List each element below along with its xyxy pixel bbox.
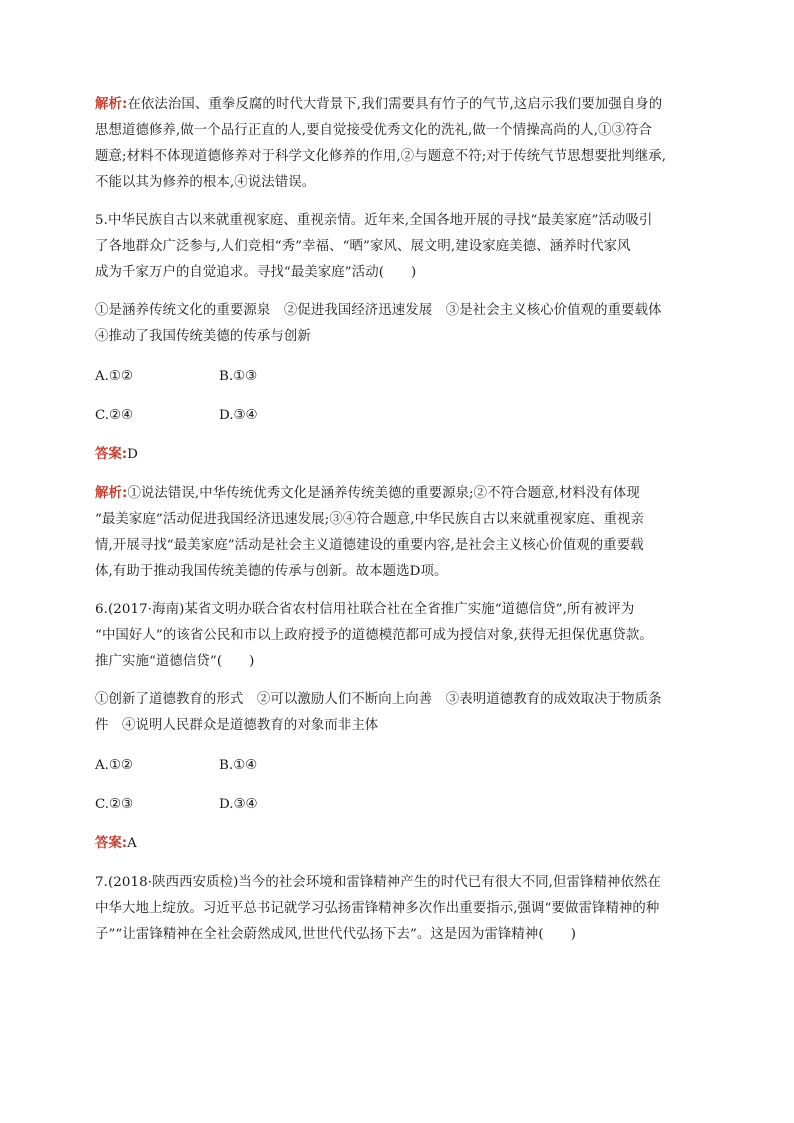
- analysis-line: 体,有助于推动我国传统美德的传承与创新。故本题选D项。: [95, 564, 448, 579]
- analysis-line: 不能以其为修养的根本,④说法错误。: [95, 175, 316, 190]
- statement-line: ①创新了道德教育的形式 ②可以激励人们不断向上向善 ③表明道德教育的成效取决于物质条: [95, 692, 662, 707]
- question-7: [95, 870, 700, 948]
- analysis-line: “最美家庭”活动促进我国经济迅速发展;③④符合题意,中华民族自古以来就重视家庭、重视亲: [95, 512, 644, 527]
- answer: [95, 442, 700, 468]
- statement-line: 件 ④说明人民群众是道德教育的对象而非主体: [95, 718, 379, 733]
- question-5-statements: [95, 298, 700, 350]
- analysis-line: 情,开展寻找“最美家庭”活动是社会主义道德建设的重要内容,是社会主义核心价值观的重要载: [95, 538, 644, 553]
- question-stem-line: 中华大地上绽放。习近平总书记就学习弘扬雷锋精神多次作出重要指示,强调“要做雷锋精神的种: [95, 901, 660, 916]
- question-stem-line: 5.中华民族自古以来就重视家庭、重视亲情。近年来,全国各地开展的寻找“最美家庭”活动吸引: [95, 213, 653, 228]
- analysis-label: 解析:: [95, 97, 128, 112]
- analysis-text: ①说法错误,中华传统优秀文化是涵养传统美德的重要源泉;②不符合题意,材料没有体现: [127, 486, 640, 501]
- question-6: [95, 597, 700, 675]
- analysis-label: 解析:: [95, 486, 128, 501]
- document-page: [95, 92, 700, 960]
- option-c: C.②④: [95, 408, 134, 423]
- answer-label: 答案:: [95, 447, 128, 462]
- option-a: A.①②: [95, 758, 133, 773]
- analysis-line: 题意;材料不体现道德修养对于科学文化修养的作用,②与题意不符;对于传统气节思想要批判继承,: [95, 149, 667, 164]
- option-d: D.③④: [219, 797, 258, 812]
- answer-label: 答案:: [95, 836, 128, 851]
- answer-value: A: [127, 836, 137, 851]
- answer-value: D: [127, 447, 138, 462]
- question-stem-line: 7.(2018·陕西西安质检)当今的社会环境和雷锋精神产生的时代已有很大不同,但雷锋精神依然在: [95, 875, 661, 890]
- option-a: A.①②: [95, 369, 133, 384]
- option-d: D.③④: [219, 408, 258, 423]
- question-stem-line: 了各地群众广泛参与,人们竞相“秀”幸福、“晒”家风、展文明,建设家庭美德、涵养时代家风: [95, 239, 631, 254]
- question-stem-line: 子”“让雷锋精神在全社会蔚然成风,世世代代弘扬下去”。这是因为雷锋精神( ): [95, 927, 577, 942]
- option-c: C.②③: [95, 797, 134, 812]
- answer: [95, 831, 700, 857]
- options-row: [95, 403, 700, 429]
- statement-line: ④推动了我国传统美德的传承与创新: [95, 329, 311, 344]
- question-5: [95, 208, 700, 286]
- options-row: [95, 792, 700, 818]
- statement-line: ①是涵养传统文化的重要源泉 ②促进我国经济迅速发展 ③是社会主义核心价值观的重要载体: [95, 303, 662, 318]
- analysis-line: [95, 481, 700, 507]
- analysis-line: 思想道德修养,做一个品行正直的人,要自觉接受优秀文化的洗礼,做一个情操高尚的人,①③符合: [95, 123, 653, 138]
- question-stem-line: 6.(2017·海南)某省文明办联合省农村信用社联合社在全省推广实施“道德信贷”,所有被评为: [95, 602, 635, 617]
- question-stem-line: 推广实施“道德信贷”( ): [95, 654, 255, 669]
- analysis-text: 在依法治国、重拳反腐的时代大背景下,我们需要具有竹子的气节,这启示我们要加强自身的: [127, 97, 663, 112]
- question-6-statements: [95, 687, 700, 739]
- question-stem-line: 成为千家万户的自觉追求。寻找“最美家庭”活动( ): [95, 265, 417, 280]
- options-row: [95, 364, 700, 390]
- question-5-analysis: [95, 481, 700, 585]
- question-stem-line: “中国好人”的该省公民和市以上政府授予的道德模范都可成为授信对象,获得无担保优惠贷款。: [95, 628, 653, 643]
- analysis-line: [95, 92, 700, 118]
- options-row: [95, 753, 700, 779]
- option-b: B.①④: [219, 758, 258, 773]
- prev-analysis: [95, 92, 700, 196]
- option-b: B.①③: [219, 369, 258, 384]
